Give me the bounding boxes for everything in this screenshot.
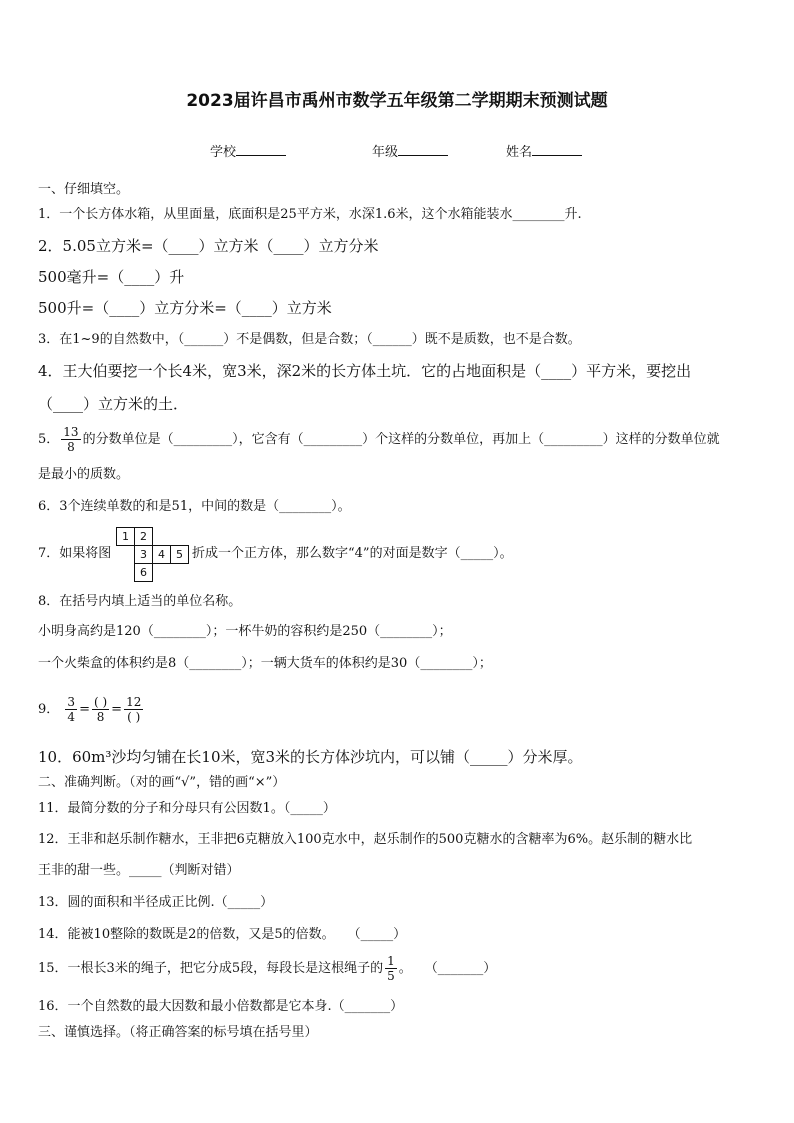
question-11: 11．最简分数的分子和分母只有公因数1。（_____） (38, 801, 336, 816)
name-label: 姓名 (506, 145, 533, 160)
grade-blank (398, 142, 448, 156)
question-6: 6．3个连续单数的和是51，中间的数是（________）。 (38, 499, 351, 514)
net-cell-3: 3 (134, 545, 153, 564)
page-title: 2023届许昌市禹州市数学五年级第二学期期末预测试题 (186, 91, 608, 111)
grade-label: 年级 (372, 145, 399, 160)
question-5-line2: 是最小的质数。 (38, 467, 130, 482)
fraction-denominator: 8 (67, 440, 75, 454)
question-3: 3．在1~9的自然数中，（______）不是偶数，但是合数；（______）既不是质数，也不是合数。 (38, 332, 581, 347)
fraction-denominator: 5 (387, 969, 395, 983)
net-cell-2: 2 (134, 527, 153, 546)
fraction-numerator: 1 (387, 954, 395, 968)
fraction-12-blank (124, 695, 143, 724)
grade-field (372, 141, 448, 160)
name-blank (532, 142, 582, 156)
question-15-prefix: 15．一根长3米的绳子，把它分成5段，每段长是这根绳子的 (38, 961, 384, 976)
question-15-suffix: 。 （_______） (398, 961, 497, 976)
question-5 (38, 423, 720, 457)
question-1: 1．一个长方体水箱，从里面量，底面积是25平方米，水深1.6米，这个水箱能装水________升. (38, 207, 582, 222)
question-13: 13．圆的面积和半径成正比例.（_____） (38, 895, 274, 910)
fraction-13-8 (61, 425, 80, 454)
question-14: 14．能被10整除的数既是2的倍数，又是5的倍数。 （_____） (38, 927, 407, 942)
question-5-text: 的分数单位是（_________），它含有（_________）个这样的分数单位，再加上（_________）这样的分数单位就 (82, 432, 720, 447)
question-9 (38, 690, 145, 730)
fraction-1-5 (385, 954, 397, 983)
question-4a: 4．王大伯要挖一个长4米，宽3米，深2米的长方体土坑．它的占地面积是（____）平方米，要挖出 (38, 362, 692, 380)
section-heading-3: 三、谨慎选择。（将正确答案的标号填在括号里） (38, 1025, 318, 1040)
question-8: 8．在括号内填上适当的单位名称。 (38, 594, 242, 609)
fraction-numerator: 3 (67, 695, 76, 709)
school-field (210, 141, 286, 160)
question-8b: 一个火柴盒的体积约是8（________）；一辆大货车的体积约是30（________）； (38, 656, 492, 671)
fraction-numerator: ( ) (93, 695, 108, 709)
net-cell-1: 1 (116, 527, 135, 546)
fraction-denominator: 4 (67, 710, 76, 724)
fraction-blank-8 (92, 695, 109, 724)
question-16: 16．一个自然数的最大因数和最小倍数都是它本身.（_______） (38, 999, 404, 1014)
cube-net-figure (116, 527, 196, 583)
fraction-denominator: ( ) (127, 710, 141, 724)
question-2b: 500毫升=（____）升 (38, 268, 185, 286)
equals-sign: = (79, 702, 90, 717)
section-heading-1: 一、仔细填空。 (38, 182, 130, 197)
section-heading-2: 二、准确判断。（对的画“√”，错的画“×”） (38, 775, 286, 790)
question-5-number: 5． (38, 432, 60, 447)
question-12a: 12．王非和赵乐制作糖水，王非把6克糖放入100克水中，赵乐制作的500克糖水的含糖率为6%。赵乐制的糖水比 (38, 832, 693, 847)
fraction-numerator: 13 (63, 425, 79, 439)
equals-sign: = (111, 702, 123, 717)
net-cell-6: 6 (134, 563, 153, 582)
question-12b: 王非的甜一些。_____（判断对错） (38, 863, 240, 878)
fraction-3-4 (65, 695, 77, 724)
question-4b: （____）立方米的土． (38, 395, 189, 413)
question-7-prefix: 7．如果将图 (38, 546, 112, 561)
net-cell-5: 5 (170, 545, 189, 564)
net-cell-4: 4 (152, 545, 171, 564)
question-9-number: 9． (38, 702, 60, 717)
name-field (506, 141, 582, 160)
fraction-denominator: 8 (96, 710, 105, 724)
school-blank (236, 142, 286, 156)
question-2a: 2．5.05立方米=（____）立方米（____）立方分米 (38, 237, 379, 255)
question-2c: 500升=（____）立方分米=（____）立方米 (38, 299, 332, 317)
question-8a: 小明身高约是120（________）；一杯牛奶的容积约是250（________）； (38, 624, 452, 639)
school-label: 学校 (210, 145, 237, 160)
question-10: 10．60m³沙均匀铺在长10米，宽3米的长方体沙坑内，可以铺（_____）分米厚。 (38, 748, 583, 766)
question-7-suffix: 折成一个正方体，那么数字“4”的对面是数字（_____）。 (192, 546, 513, 561)
fraction-numerator: 12 (126, 695, 142, 709)
question-15 (38, 950, 496, 988)
